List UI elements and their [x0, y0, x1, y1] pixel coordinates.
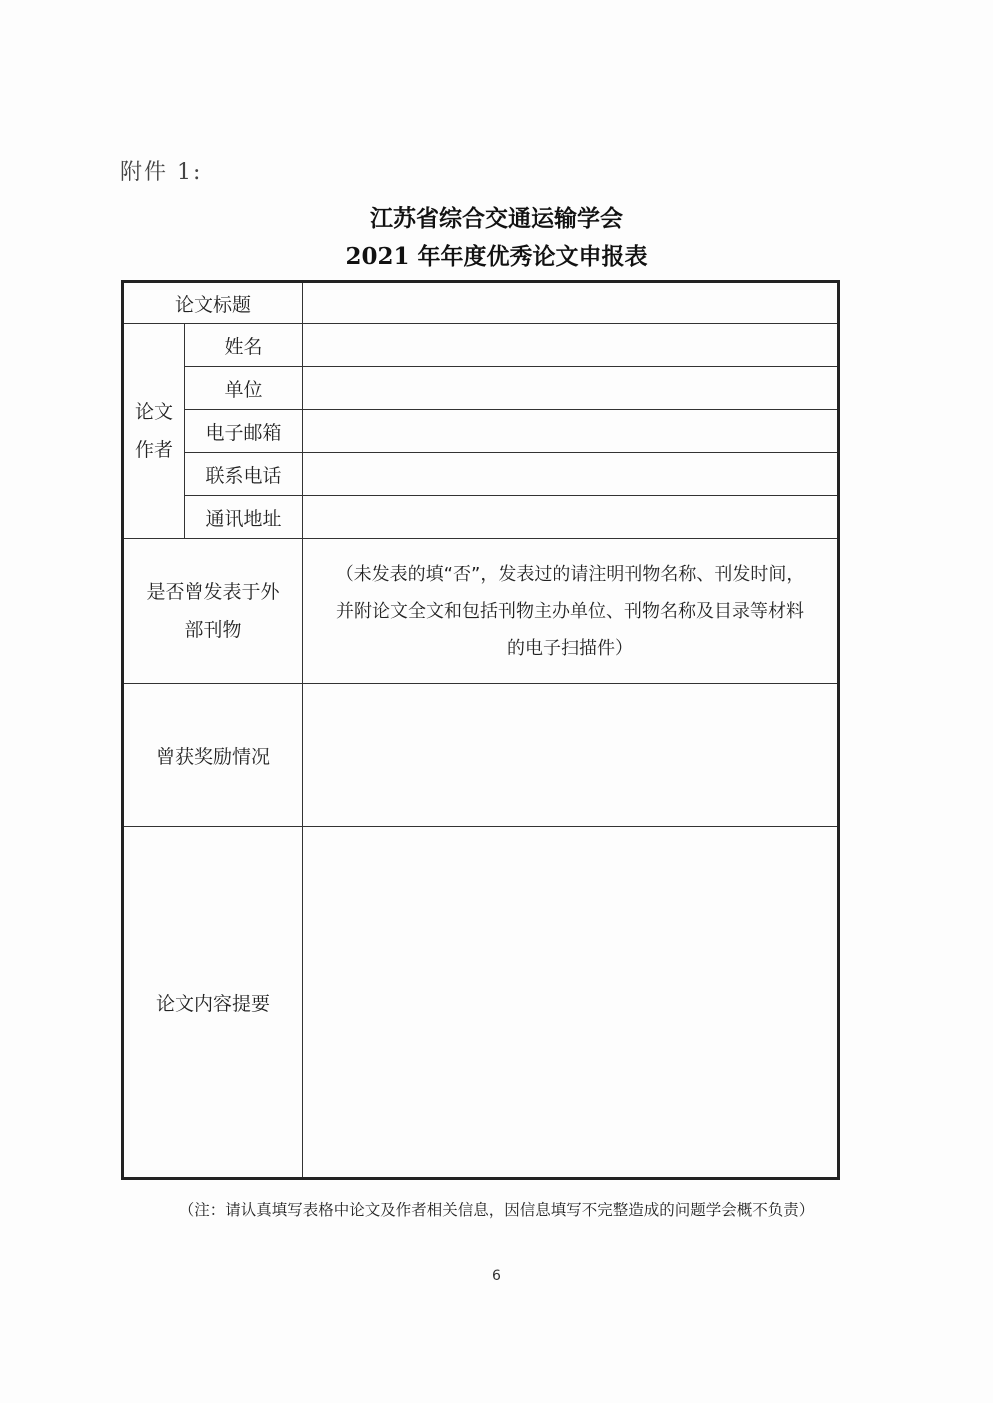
abstract-field[interactable] — [303, 827, 839, 1179]
author-group-label — [123, 324, 185, 539]
application-form-table — [121, 280, 840, 1180]
author-address-label: 通讯地址 — [185, 496, 303, 539]
author-email-field[interactable] — [303, 410, 839, 453]
author-phone-label: 联系电话 — [185, 453, 303, 496]
page-number: 6 — [492, 1268, 501, 1284]
awards-label: 曾获奖励情况 — [123, 684, 303, 827]
author-phone-row — [123, 453, 839, 496]
published-note-line1: （未发表的填“否”，发表过的请注明刊物名称、刊发时间， — [335, 563, 805, 585]
author-unit-label: 单位 — [185, 367, 303, 410]
form-title-line1: 江苏省综合交通运输学会 — [370, 205, 623, 232]
paper-title-row — [123, 282, 839, 324]
published-label — [123, 539, 303, 684]
attachment-label: 附件 1: — [120, 160, 203, 185]
published-label-line1: 是否曾发表于外 — [146, 581, 280, 603]
paper-title-label: 论文标题 — [123, 282, 303, 324]
published-label-line2: 部刊物 — [184, 619, 242, 641]
author-address-field[interactable] — [303, 496, 839, 539]
footer-note: （注：请认真填写表格中论文及作者相关信息，因信息填写不完整造成的问题学会概不负责） — [178, 1201, 815, 1219]
author-phone-field[interactable] — [303, 453, 839, 496]
author-group-label-line2: 作者 — [134, 439, 173, 461]
author-group-label-line1: 论文 — [134, 401, 173, 423]
form-title-line2: 2021 年年度优秀论文申报表 — [345, 243, 648, 270]
awards-field[interactable] — [303, 684, 839, 827]
published-note-line2: 并附论文全文和包括刊物主办单位、刊物名称及目录等材料 — [336, 600, 805, 622]
awards-row — [123, 684, 839, 827]
paper-title-field[interactable] — [303, 282, 839, 324]
published-row — [123, 539, 839, 684]
author-name-label: 姓名 — [185, 324, 303, 367]
author-unit-row — [123, 367, 839, 410]
abstract-label: 论文内容提要 — [123, 827, 303, 1179]
author-name-field[interactable] — [303, 324, 839, 367]
author-email-label: 电子邮箱 — [185, 410, 303, 453]
abstract-row — [123, 827, 839, 1179]
author-email-row — [123, 410, 839, 453]
published-note-line3: 的电子扫描件） — [507, 637, 634, 659]
author-name-row — [123, 324, 839, 367]
author-address-row — [123, 496, 839, 539]
published-field[interactable] — [303, 539, 839, 684]
author-unit-field[interactable] — [303, 367, 839, 410]
